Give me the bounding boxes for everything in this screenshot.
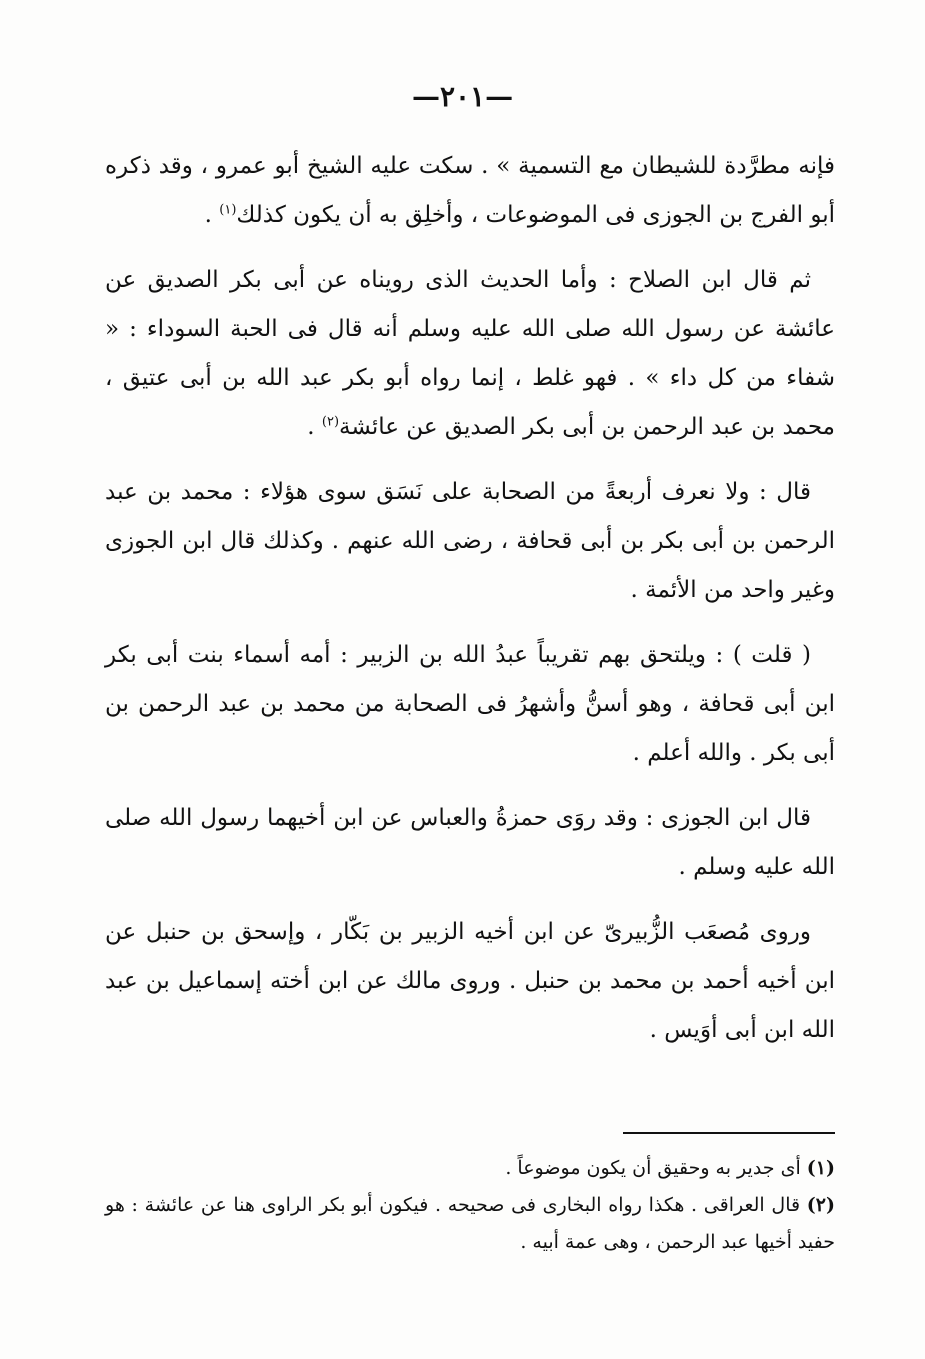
paragraph-3-text: قال : ولا نعرف أربعةً من الصحابة على نَسَق سوى هؤلاء : محمد بن عبد الرحمن بن أبى بكر بن أبى قحافة ، رضى الله عنهم . وكذلك قال ابن الجوزى وغير واحد من الأئمة . <box>105 479 835 603</box>
paragraph-1-text: فإنه مطرَّدة للشيطان مع التسمية » . سكت عليه الشيخ أبو عمرو ، وقد ذكره أبو الفرج بن الجوزى فى الموضوعات ، وأخلِق به أن يكون كذلك <box>105 153 835 228</box>
footnote-1-text: أى جدير به وحقيق أن يكون موضوعاً . <box>505 1157 807 1179</box>
footnote-ref-1[interactable]: (١) <box>219 202 237 218</box>
footnote-2-text: قال العراقى . هكذا رواه البخارى فى صحيحه . فيكون أبو بكر الراوى هنا عن عائشة : هو حفيد أخيها عبد الرحمن ، وهى عمة أبيه . <box>105 1194 835 1253</box>
footnote-ref-2[interactable]: (٢) <box>321 414 340 430</box>
paragraph-3 <box>105 468 835 615</box>
main-text <box>105 142 835 1071</box>
paragraph-4-text: ( قلت ) : ويلتحق بهم تقريباً عبدُ الله بن الزبير : أمه أسماء بنت أبى بكر ابن أبى قحافة ، وهو أسنُّ وأشهرُ فى الصحابة من محمد بن عبد الرحمن بن أبى بكر . والله أعلم . <box>105 642 835 766</box>
footnote-1-number: (١) <box>806 1157 835 1179</box>
paragraph-1 <box>105 142 835 240</box>
paragraph-5 <box>105 794 835 892</box>
paragraph-2 <box>105 256 835 452</box>
paragraph-6 <box>105 908 835 1055</box>
page-number: —٢٠١— <box>411 80 514 113</box>
footnote-separator <box>623 1132 835 1134</box>
paragraph-2-text: ثم قال ابن الصلاح : وأما الحديث الذى رويناه عن أبى بكر الصديق عن عائشة عن رسول الله صلى الله عليه وسلم أنه قال فى الحبة السوداء : « شفاء من كل داء » . فهو غلط ، إنما رواه أبو بكر عبد الله بن أبى عتيق ، محمد بن عبد الرحمن بن أبى بكر الصديق عن عائشة <box>105 267 835 440</box>
paragraph-2-end: . <box>307 414 322 440</box>
footnote-2-number: (٢) <box>806 1194 835 1216</box>
paragraph-6-text: وروى مُصعَب الزُّبيرىّ عن ابن أخيه الزبير بن بَكّار ، وإسحق بن حنبل عن ابن أخيه أحمد بن محمد بن حنبل . وروى مالك عن ابن أخته إسماعيل بن عبد الله ابن أبى أوَيس . <box>105 919 835 1043</box>
footnotes <box>105 1150 835 1261</box>
footnote-2 <box>105 1187 835 1261</box>
paragraph-4 <box>105 631 835 778</box>
paragraph-1-end: . <box>204 202 220 228</box>
footnote-1 <box>105 1150 835 1187</box>
paragraph-5-text: قال ابن الجوزى : وقد روَى حمزةُ والعباس عن ابن أخيهما رسول الله صلى الله عليه وسلم . <box>105 805 835 880</box>
